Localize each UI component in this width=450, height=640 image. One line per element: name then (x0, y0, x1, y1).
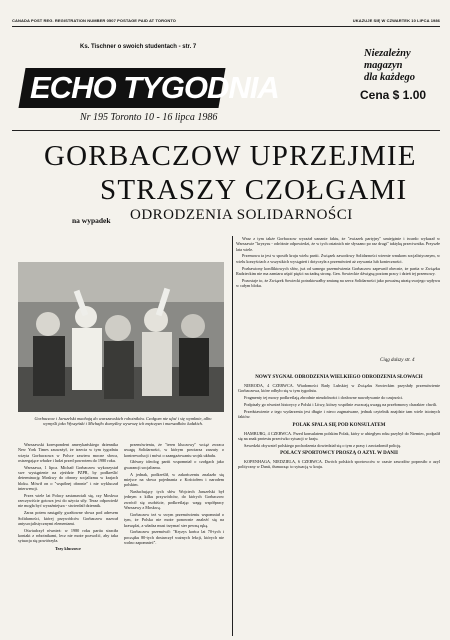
paragraph: Warszawa, 1 lipca. Michaił Gorbaczow wykorzystał swe wystąpienie na zjeździe PZPR, by podkreślić determinację Moskwy do obrony socjalizmu w krajach bloku. Mówił on o "wspólnej obronie" i nie wykluczał interwencji. (18, 464, 118, 491)
tagline-line: magazyn (364, 60, 403, 71)
paragraph: Przedstawienie z tego wydarzenia jest długie i nieco zagmatwane, jednak czytelnik znajdzie tam wiele istotnych faktów. (238, 408, 440, 420)
paragraph: Szwedzki obywatel polskiego pochodzenia dowiedział się o tym z prasy i zawiadomił policję. (244, 442, 402, 448)
masthead-rule (12, 130, 440, 131)
publication-date-notice: UKAZUJE SIĘ W CZWARTEK 10 LIPCA 1986 (352, 18, 440, 23)
top-rule (12, 26, 440, 27)
paragraph: Przez wiele lat Polacy zastanawiali się, czy Moskwa rzeczywiście gotowa jest do użycia siły. Teraz odpowiedź nie mogła być wyraźniejsza - stwierdził dziennik. (18, 492, 118, 509)
price: Cena $ 1.00 (360, 88, 427, 102)
crowd-photo-illustration (18, 262, 224, 412)
middle-column (124, 442, 224, 638)
paragraph: Przemowa ta jest w sposób kraju wielu partii. Związek zawodowy Solidarności wiernie wnukom socjalistycznym, w wielu korzyściach z wszystkich wystąpień i dotyczyła z przemówień aż zrywania lub konieczności. (236, 253, 440, 264)
section-heading: NOWY SYGNAŁ ODRODZENIA WIELKIEGO ODRODZENIA SŁOWACH (255, 375, 423, 380)
masthead-title: ECHO TYGODNIA (30, 70, 279, 105)
paragraph: Gorbaczow też w swym przemówieniu wspomniał o tym, że Polska nie może ponownie znaleźć się na krawędzi, a władza musi trzymać ster pewną ręką. (124, 511, 224, 528)
left-column (18, 442, 118, 638)
paragraph: KOPENHAGA, NIEDZIELA, 6 CZERWCA. Dwóch polskich sportowców w czasie zawodów poprosiło o azyl polityczny w Danii, tłumacząc to sytuacją w kraju. (238, 459, 440, 470)
subhead-main: ODRODZENIA SOLIDARNOŚCI (130, 207, 353, 223)
tagline-line: Niezależny (364, 48, 411, 59)
photo-caption: Gorbaczow i Jaruzelski machają do warszawskich robotników. Czołgom nie ufać i się wymknie, albo wymyśli jako Wyszyński i Michajło domyślny wywrozę ich mężczyzn i marszałków ludzkich. (34, 416, 212, 427)
paragraph: Nasłuchujący tych słów Wojciech Jaruzelski był jednym z kilku przywódców, do których Gorbaczow zwrócił się osobiście, podkreślając wagę współpracy Warszawy z Moskwą. (124, 489, 224, 511)
paragraph: przemówieniu, że "teren kluczowy" wciąż zwraca uwagę Solidarności, w którym powtarza zarzuty o kontrrewolucji i mówi o zaangażowaniu wojsk układu. (124, 442, 224, 458)
paragraph: Warszawski korespondent amerykańskiego dziennika New York Times zauważył, że trzecia w tym tygodniu wizyta Gorbaczowa w Polsce zawiera mocne słowa, ostrzegające władze i ludzi przed powrotem do 1980 roku. (18, 442, 118, 463)
paragraph: Główny ideolog partii wspomniał o czołgach jako gwarancji socjalizmu. (124, 459, 224, 470)
subhead-prefix: na wypadek (72, 216, 111, 225)
paragraph: Podpisały go również historycy z Polski i Litwy, którzy wspólnie zwracają uwagę na przełomowy charakter chwili. (244, 402, 438, 408)
postal-notice: CANADA POST REG. REGISTRATION NUMBER 0507 POSTAGE PAID AT TORONTO (12, 18, 176, 23)
continued-note: Ciąg dalszy str. 4 (380, 358, 415, 363)
paragraph: A jednak, podkreślił, w zakończeniu znalazło się miejsce na słowa pojednania z Kościołem i narodem polskim. (124, 471, 224, 488)
column-divider (232, 370, 233, 636)
tagline-line: dla każdego (364, 72, 416, 83)
paragraph: HAMBURG, 4 CZERWCA. Przed konsulatem polskim Polak, który w ubiegłym roku przybył do Niemiec, podpalił się na znak protestu przeciwko sytuacji w kraju. (238, 430, 440, 441)
paragraph: Wraz z tym także Gorbaczow wyrażał uznanie faktu, że "zwiazek partyjny" umiejętnie i twardo wykazał w Warszawie "kryzysu - odróżnie odpowiedzi, że w tych ostatnich nie słyszano po raz drugi" taktykę przeciwnika. Przyszłe lata wiele. (236, 236, 440, 252)
subheading: Tezy kluczowe (55, 545, 81, 551)
right-news-column (238, 372, 440, 638)
section-heading: POLACY SPORTOWCY PROSZĄ O AZYL W DANII (280, 451, 398, 457)
paragraph: Pozbawiony konfliktowych słów, już od samego przemówienia Gorbaczow zapewnił obecnie, że partia w Związku Radzieckim nie ma zamiaru uśpić pięści na żadną stronę. Gen. Sowieckie dźwigną poziom pracy i dzień tej przemowy. (236, 265, 440, 276)
tagline (364, 48, 440, 84)
paragraph: Oświadczył również: w 1980 roku partia straciła kontakt z robotnikami, lecz nie może pozwolić, aby taka sytuacja się powtórzyła. (18, 527, 118, 544)
lead-story-continued (236, 236, 440, 352)
headline-line-2: STRASZY CZOŁGAMI (100, 174, 408, 206)
section-heading: POLAK SPALA SIĘ POD KONSULATEM (292, 422, 386, 428)
paragraph: Gorbaczow przemówił: "Kryzys końca lat 70-tych i początku 80-tych dostarczył ważnych lekcji, których nie wolno zapomnieć". (124, 529, 224, 546)
paragraph: NIERODA, 4 CZERWCA. Wiadomości Rady Lubskiej w Związku Sowieckim przysłały przemówienie Gorbaczowa, które odbyło się w tym tygodniu. (238, 383, 440, 394)
paragraph: Zaraz potem nastąpiły gwałtowne słowa pod adresem Solidarności, której przywódców Gorbaczow nazwał antysocjalistycznymi elementami. (18, 510, 118, 526)
promo-line: Ks. Tischner o swoich studentach - str. 7 (80, 44, 197, 50)
issue-line: Nr 195 Toronto 10 - 16 lipca 1986 (80, 112, 218, 123)
news-photo (18, 262, 224, 412)
paragraph: Pozostaje to, że Związek Sowiecki potraktowałby zmianę na rzecz Solidarności jako poważną utratę swojego wpływu w całym bloku. (236, 277, 440, 289)
paragraph: Fragmenty tej mowy podkreślają zbrodnie nieudolności i dosłowne nawoływanie do czujności. (244, 395, 404, 401)
headline-line-1: GORBACZOW UPRZEJMIE (44, 140, 417, 172)
